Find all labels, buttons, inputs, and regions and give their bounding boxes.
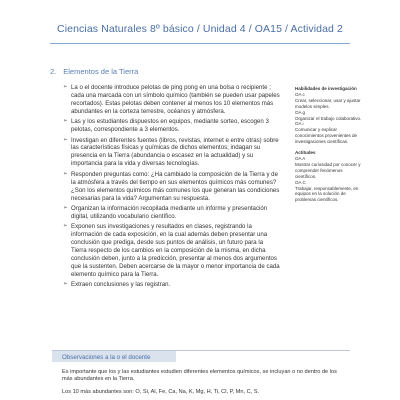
notes-paragraph: Los 10 más abundantes son: O, Si, Al, Fe, Ca, Na, K, Mg, H, Ti, Cl, P, Mn, C, S. [62, 389, 260, 395]
arrow-bullet-icon: ➢ [63, 170, 68, 177]
teacher-notes-box [52, 350, 350, 400]
arrow-bullet-icon: ➢ [63, 204, 68, 211]
steps-list [63, 84, 280, 289]
sidebar-block-skills [295, 86, 365, 145]
list-item [63, 84, 280, 116]
sidebar-line: OA C [295, 179, 306, 185]
notes-paragraph: Es importante que los y las estudiantes estudien diferentes elementos químicos, se incluyan o no dentro de los más abundantes en la Tierra. [62, 369, 337, 382]
arrow-bullet-icon: ➢ [63, 223, 68, 230]
sidebar-line: Organizar el trabajo colaborativo. [295, 115, 362, 121]
sidebar-line: Mostrar curiosidad por conocer y comprender fenómenos científicos. [295, 161, 361, 179]
sidebar-block-attitudes [295, 150, 365, 203]
sidebar-line: Trabajar, responsablemente, en equipos en la solución de problemas científicos. [295, 185, 359, 203]
list-item [63, 205, 280, 221]
list-item [63, 223, 280, 279]
step-text: Extraen conclusiones y las registran. [71, 281, 171, 289]
step-text: Las y los estudiantes dispuestos en equipos, mediante sorteo, escogen 3 pelotas, correspondiente a 3 elementos. [71, 118, 269, 134]
header-divider [50, 43, 350, 44]
list-item [63, 281, 280, 289]
arrow-bullet-icon: ➢ [63, 118, 68, 125]
list-item [63, 137, 280, 169]
sidebar-line: OA g [295, 109, 306, 115]
step-text: Exponen sus investigaciones y resultados en clases, registrando la información de cada exposición, en la cual además deben presentar una conclusión que prediga, desde sus puntos de análisis, un futuro para la Tierra respecto de los cambios en la composición de la misma, en dicha conclusión deben, junto a la predicción, presentar al menos dos argumentos que la sustenten. Deben acercarse de la mayor o menor importancia de cada elemento químico para la Tierra. [71, 223, 280, 278]
sidebar-line: Comunicar y explicar conocimientos provenientes de investigaciones científicas. [295, 127, 358, 145]
step-text: Responden preguntas como: ¿Ha cambiado la composición de la Tierra y de la atmósfera a través del tiempo en sus elementos químicos más comunes? ¿Son los elementos químicos más comunes los que generan las condiciones necesarias para la vida? Argumentan su respuesta. [71, 170, 280, 202]
notes-title: Observaciones a la o el docente [62, 354, 151, 361]
page-header: Ciencias Naturales 8º básico / Unidad 4 / OA15 / Actividad 2 [57, 23, 343, 35]
step-text: Organizan la información recopilada mediante un informe y presentación digital, utilizando vocabulario científico. [71, 204, 268, 220]
step-text: Investigan en diferentes fuentes (libros, revistas, internet e entre otras) sobre las características físicas y químicas de dichos elementos; indagan su presencia en la Tierra (abundancia o escasez en la actualidad) y su importancia para la vida y diversas tecnologías. [71, 136, 279, 168]
sidebar-line: OA i [295, 121, 304, 127]
skills-sidebar [295, 86, 365, 208]
activity-steps [63, 84, 280, 292]
sidebar-line: OA c [295, 91, 305, 97]
arrow-bullet-icon: ➢ [63, 136, 68, 143]
arrow-bullet-icon: ➢ [63, 281, 68, 288]
sidebar-heading: Habilidades de investigación [295, 86, 357, 91]
sidebar-heading: Actitudes [295, 150, 316, 156]
arrow-bullet-icon: ➢ [63, 84, 68, 90]
section-number: 2. [50, 67, 57, 76]
section-title: Elementos de la Tierra [63, 67, 139, 76]
section-heading [50, 67, 138, 76]
sidebar-line: OA A [295, 155, 306, 161]
list-item [63, 118, 280, 134]
sidebar-line: Crear, seleccionar, usar y ajustar modelos simples. [295, 97, 361, 109]
step-text: La o el docente introduce pelotas de ping pong en una bolsa o recipiente ; cada una marcada con un símbolo químico (también se pueden usar papeles recortados). Estas pelotas deben contener al menos los 10 elementos más abundantes en la corteza terrestre, océanos y atmósfera. [71, 84, 280, 115]
list-item [63, 171, 280, 203]
